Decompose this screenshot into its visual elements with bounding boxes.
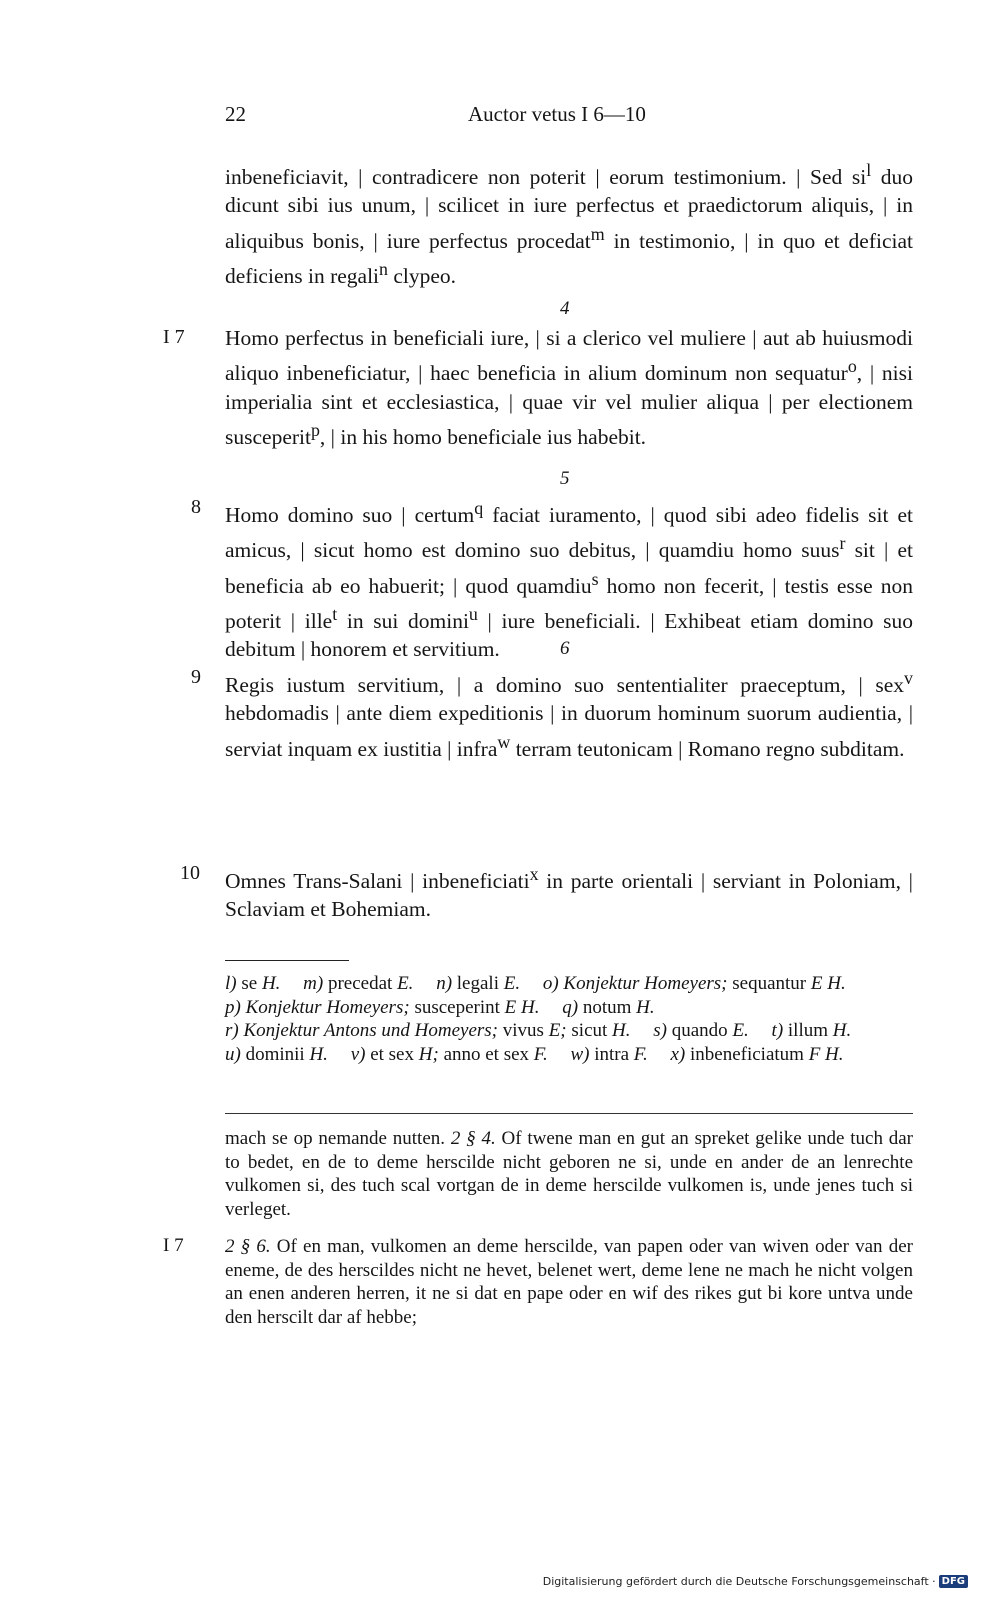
paragraph-number-9: 9 [191,666,201,688]
footnote-x: x) inbeneficiatum F H. [670,1043,844,1065]
running-head: Auctor vetus I 6—10 [468,102,646,126]
dfg-logo: DFG [939,1575,968,1588]
section-number-4: 4 [560,298,570,319]
footnote-marker: l [866,160,872,180]
middle-low-german-paragraph-2: 2 § 6. Of en man, vulkomen an deme herscilde, van papen oder van wiven oder van der eneme, de des herscildes nicht ne hevet, belenet wert, deme lene ne mach he nicht volgen an enen anderen herren, it ne si dat en pape oder en wif des rikes gut bi kore untva unde den herscilt dar af hebbe; [225,1236,913,1328]
footnote-w: w) intra F. [570,1043,648,1065]
footnote-q: q) notum H. [562,996,655,1018]
paragraph-number-10: 10 [180,862,200,884]
paragraph-9: Regis iustum servitium, | a domino suo sententialiter praeceptum, | sex$^v$ hebdomadis | ante diem expeditionis | in duorum hominum suorum audientia, | serviat inquam ex iustitia | infra$^w$ terram teutonicam | Romano regno subditam. [225,668,913,761]
footnote-o: o) Konjektur Homeyers; sequantur E H. [542,973,846,994]
paragraph-10: Omnes Trans-Salani | inbeneficiati$^x$ in parte orientali | serviant in Poloniam, | Sclaviam et Bohemiam. [225,864,913,922]
mlg-paragraph-number: I 7 [163,1235,184,1256]
footer-credit: Digitalisierung gefördert durch die Deutsche Forschungsgemeinschaft · DFG [543,1575,968,1588]
footnote-v: v) et sex H; anno et sex F. [350,1043,548,1065]
footnote-r: r) Konjektur Antons und Homeyers; vivus E; sicut H. [225,1020,631,1041]
footnote-p: p) Konjektur Homeyers; susceperint E H. [225,996,540,1018]
page-number: 22 [225,102,246,126]
footnote-rule [225,960,349,961]
footnote-t: t) illum H. [771,1020,852,1041]
footnote-m: m) precedat E. [303,973,414,994]
section-number-5: 5 [560,468,570,489]
continuation-paragraph: inbeneficiavit, | contradicere non poterit | eorum testimonium. | Sed $si^l$ duo dicunt sibi ius unum, | scilicet in iure perfectus et praedictorum aliquis, | in aliquibus bonis, | iure perfectus procedat$^m$ in testimonio, | in quo et deficiat deficiens in regali$^n$ clypeo. [225,160,914,289]
footnotes [225,972,913,1066]
footnote-u: u) dominii H. [225,1043,328,1065]
middle-low-german-paragraph-1: mach se op nemande nutten. 2 § 4. Of twene man en gut an spreket gelike unde tuch dar to bedet, en de to deme herscilde nicht geboren ne si, unde en ander de an lenrechte vulkomen si, des tuch scal vortgan de in deme herscilde vulkomen is, unde jenes tuch si verleget. [225,1128,914,1220]
section-separator [225,1113,913,1114]
footnote-n: n) legali E. [436,973,521,994]
paragraph-7: Homo perfectus in beneficiali iure, | si a clerico vel muliere | aut ab huiusmodi aliquo inbeneficiatur, | haec beneficia in alium dominum non sequatur$^o$, | nisi imperialia sint et ecclesiastica, | quae vir vel mulier aliqua | per electionem susceperit$^p$, | in his homo beneficiale ius habebit. [225,326,913,449]
footnote-l: l) se H. [225,973,281,994]
footnote-marker: m [590,223,605,244]
footnote-s: s) quando E. [653,1020,749,1041]
paragraph-8: Homo domino suo | certum$^q$ faciat iuramento, | quod sibi adeo fidelis sit et amicus, | sicut homo est domino suo debitus, | quamdiu homo suus$^r$ sit | et beneficia ab eo habuerit; | quod quamdiu$^s$ homo non fecerit, | testis esse non poterit | ille$^t$ in sui domini$^u$ | iure beneficiali. | Exhibeat etiam domino suo debitum | honorem et servitium. [225,498,914,662]
paragraph-number-7: I 7 [163,326,185,348]
section-number-6: 6 [560,638,570,659]
paragraph-number-8: 8 [191,496,201,518]
footnote-marker: n [379,258,388,279]
